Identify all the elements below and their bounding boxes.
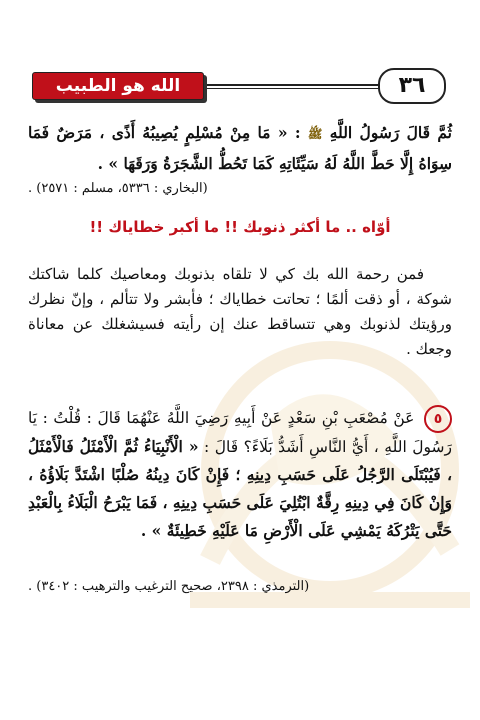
header-divider <box>207 84 380 86</box>
quote-intro: ثُمَّ قَالَ رَسُولُ اللَّهِ <box>329 123 452 142</box>
hadith-narration: عَنْ مُصْعَبِ بْنِ سَعْدٍ عَنْ أَبِيهِ رَضِيَ اللَّهُ عَنْهُمَا قَالَ : قُلْتُ : يَا رَسُولَ اللَّهِ ، أَيُّ النَّاسِ أَشَدُّ بَلَاءً؟ قَالَ : <box>28 409 452 456</box>
salutation-glyph: ﷺ <box>307 127 323 141</box>
prophet-quote <box>28 118 452 179</box>
body-paragraph: فمن رحمة الله بك كي لا تلقاه بذنوبك ومعاصيك كلما شاكتك شوكة ، أو ذقت ألمًا ؛ تحاتت خطاياك ؛ فأبشر ولا تتألم ، وإنّ نظرك ورؤيتك لذنوبك وهي تتساقط عنك إن رأيته فسيشغلك عن معاناة وجعك . <box>28 265 452 358</box>
book-title: الله هو الطبيب <box>32 72 204 100</box>
quote-text: : « مَا مِنْ مُسْلِمٍ يُصِيبُهُ أَذًى ، مَرَضٌ فَمَا سِوَاهُ إِلَّا حَطَّ اللَّهُ لَهُ سَيِّئَاتِهِ كَمَا تَحُطُّ الشَّجَرَةُ وَرَقَهَا » . <box>28 123 452 173</box>
page-header <box>22 64 460 104</box>
header-divider-thin <box>207 88 380 89</box>
quote-source: (البخاري : ٥٣٣٦، مسلم : ٢٥٧١) . <box>28 181 208 196</box>
hadith-block <box>28 404 452 545</box>
page-number: ٣٦ <box>378 68 446 104</box>
hadith-text: « الْأَنْبِيَاءُ ثُمَّ الْأَمْثَلُ فَالْأَمْثَلُ ، فَيُبْتَلَى الرَّجُلُ عَلَى حَسَبِ دِينِهِ ؛ فَإِنْ كَانَ دِينُهُ صُلْبًا اشْتَدَّ بَلَاؤُهُ ، وَإِنْ كَانَ فِي دِينِهِ رِقَّةٌ ابْتُلِيَ عَلَى حَسَبِ دِينِهِ ، فَمَا يَبْرَحُ الْبَلَاءُ بِالْعَبْدِ حَتَّى يَتْرُكَهُ يَمْشِي عَلَى الْأَرْضِ مَا عَلَيْهِ خَطِيئَةٌ » . <box>28 437 452 540</box>
hadith-number: ٥ <box>424 405 452 433</box>
hadith-source: (الترمذي : ٢٣٩٨، صحيح الترغيب والترهيب : ٣٤٠٢) . <box>28 579 310 594</box>
exclamation-heading: أوّاه .. ما أكثر ذنوبك !! ما أكبر خطاياك !! <box>89 218 391 236</box>
